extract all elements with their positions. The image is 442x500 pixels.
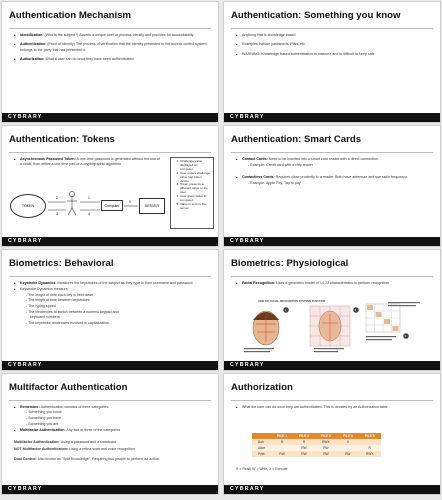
bullet-text: Need to be inserted into a smart card reader with a direct connection. [267,157,379,161]
bullet-text: Examples include passwords, PINs, etc. [242,42,306,47]
bullet-dot: • [14,405,16,410]
bullet-dot: • [14,157,16,162]
table-header-cell: FILE 3 [315,433,337,439]
bullet-term: Asynchronous Password Token: [20,157,76,161]
step-item: 4. User gives value to computer. [180,195,211,203]
table-cell: RW [315,451,337,457]
bullet-term: Keystroke Dynamics: [20,281,57,285]
line-term: Multifactor Authentication: [14,439,60,444]
bullet-text: What the user can do once they are authenticated. This is decided by an Authorization table [242,405,388,409]
line-term: NOT Multifactor Authentication: [14,447,69,451]
slide-title: Authentication: Tokens [9,134,115,145]
bullet-term: Facial Recognition: [242,281,276,285]
table-cell: RW [337,451,359,457]
brand-logo: CYBRARY [230,114,265,120]
bullet [236,175,430,180]
figure-caption: HOW DO FACIAL RECOGNITION SYSTEMS FUNCTION [258,300,326,303]
table-cell: RW [293,451,315,457]
slide-title: Biometrics: Behavioral [9,258,114,269]
computer-box: Computer [101,200,123,211]
sub-item: - Something you have [26,416,61,420]
step-number: 1 [88,196,90,200]
table-cell: RWX [315,439,337,445]
slide-title: Biometrics: Physiological [231,258,349,269]
table-cell: RW [293,445,315,451]
sub-item: - The length of time between keystrokes [26,298,90,303]
step-item: 1. Challenge value displayed on computer. [180,160,211,172]
slide-something-you-know[interactable] [223,1,441,123]
bullet-text: (Who is the subject?) Asserts a unique user or process identity and provides for accountability [43,33,194,37]
face-grid-icon [310,306,350,346]
sub-item: - Something you are [26,421,59,426]
bullet-text: Uses a geometric model of 14-22 characteristics to perform recognition [275,281,390,285]
slide-authentication-mechanism[interactable] [1,1,219,123]
sub-item: keyboard numbers [30,315,60,320]
facial-recognition-figure [238,300,424,356]
bullet [14,33,208,38]
title-divider [9,400,211,401]
slide-body [14,33,208,67]
slide-footer [2,237,218,246]
bullet-dot: • [14,281,16,286]
bullet-text: Keystroke Dynamics measure: [20,287,69,292]
slide-footer [2,361,218,370]
slide-body [236,157,430,187]
slide-authorization[interactable] [223,373,441,495]
bullet-dot: • [14,33,16,38]
title-divider [9,276,211,277]
user-head-icon [69,191,74,196]
brand-logo: CYBRARY [8,362,43,368]
bullet-term: Authentication: [20,42,47,47]
slide-title: Authentication: Smart Cards [231,134,362,145]
slide-footer [224,113,440,122]
title-divider [231,400,433,401]
table-row [252,451,381,457]
table-cell: X [337,439,359,445]
table-cell: RW [315,445,337,451]
table-header-cell: FILE 4 [337,433,359,439]
line-text: Using a password and a smartcard [59,439,117,444]
bullet [14,157,162,168]
bullet-term: Authorization: [20,57,45,62]
bullet-dot: • [236,33,238,38]
bullet [14,428,208,433]
slide-multifactor[interactable] [1,373,219,495]
step-badge-label: 3 [404,334,407,338]
bullet-text: measures the keystrokes of the subject as they type in their username and password. [56,281,194,285]
slide-title: Multifactor Authentication [9,382,128,393]
example-line [14,447,208,452]
bullet [14,281,208,286]
sub-item: - The typing speed [26,304,56,308]
bullet-dot: • [14,42,16,48]
bullet [236,157,430,162]
brand-logo: CYBRARY [230,486,265,492]
slide-biometrics-physiological[interactable] [223,249,441,371]
slide-footer [224,485,440,494]
example-line: - Example: Apple Pay, Tap to pay [248,181,301,186]
step-number: 5 [129,200,131,204]
brand-logo: CYBRARY [230,362,265,368]
bullet-term: Contact Cards: [242,157,268,161]
slide-footer [224,361,440,370]
bullet-dot: • [14,57,16,63]
brand-logo: CYBRARY [8,238,43,244]
slide-biometrics-behavioral[interactable] [1,249,219,371]
bullet [14,57,208,62]
step-item: 3. Token presents a different value to the user. [180,183,211,195]
line-text: Using a retina scan and voice recognition [68,447,135,451]
line-text: Also known as "Split Knowledge". Requiring two people to perform an action. [36,457,160,462]
table-cell: Pete [252,451,271,457]
bullet-text: A one-time password is generated without the use of a clock, from either a one-time pad or a cryptographic algorithm. [20,157,160,167]
table-cell: Bob [252,439,271,445]
bullet-text: (Proof of Identity) The process of verification that the identity presented to the access control system belongs to the party that has presented it. [20,42,207,52]
table-header-cell: FILE 2 [293,433,315,439]
bullet [236,281,430,286]
sub-item: - The tendencies to switch between a numeric keypad and [26,309,119,314]
title-divider [231,28,433,29]
authorization-table [252,433,381,457]
table-cell: R [293,439,315,445]
example-line: - Example: Credit card with a chip reader [248,163,314,168]
sub-item: - The keystroke tendencies involved in capitalization. [26,320,110,325]
slide-footer [224,237,440,246]
step-badge-label: 2 [354,308,357,312]
bullet-dot: • [236,405,238,410]
table-cell: RWX [359,451,381,457]
slide-footer [2,485,218,494]
face-illustration [238,300,424,356]
slide-grid [1,1,441,499]
sub-item: - The length of time each key is held down [26,292,94,297]
bullet [236,33,430,38]
brand-logo: CYBRARY [8,114,43,120]
bullet [236,42,430,47]
bullet-term: Remember: [20,405,40,409]
step-number: 2 [56,196,58,200]
bullet-term: Identification: [20,33,44,37]
title-divider [231,276,433,277]
bullet-text: Any two or three of the categories [65,428,121,433]
slide-body [14,157,162,172]
slide-body [14,281,208,326]
table-cell: Alice [252,445,271,451]
bullet-text: Anything that is knowledge based [242,33,296,37]
token-diagram [8,184,168,232]
slide-title: Authentication: Something you know [231,10,401,21]
bullet-term: Multifactor Authentication: [20,428,66,433]
bullet-text: Authentication consists of three categories: [39,405,110,409]
bullet-dot: • [236,157,238,162]
bullet-dot: • [236,42,238,48]
table-cell: RW [271,451,293,457]
bullet-dot: • [236,175,238,180]
step-number: 3 [56,212,58,216]
bullet-dot: • [14,428,16,434]
step-number: 4 [88,212,90,216]
table-legend: R = Read, W = Write, X = Execute [236,467,288,471]
brand-logo: CYBRARY [8,486,43,492]
server-box: SERVER [139,198,165,214]
database-grid-icon [366,304,400,332]
slide-title: Authorization [231,382,293,393]
slide-body [14,405,208,465]
token-steps-box [170,157,214,229]
slide-tokens[interactable] [1,125,219,247]
title-divider [231,152,433,153]
slide-title: Authentication Mechanism [9,10,132,21]
bullet [14,42,208,53]
line-term: Dual Control: [14,457,37,462]
slide-body [236,281,430,290]
user-leg-icon [68,208,72,215]
table-header-cell: FILE 5 [359,433,381,439]
bullet-term: Contactless Cards: [242,175,275,179]
step-badge-label: 1 [284,308,287,312]
table-cell: R [271,439,293,445]
slide-body [236,405,430,414]
bullet-dot: • [236,281,238,286]
example-line [14,457,208,462]
step-item: 2. User enters challenge value into token device. [180,172,211,184]
title-divider [9,152,211,153]
slide-body [236,33,430,61]
bullet-text: Requires close proximity to a reader. Both have antennae and use radio frequency. [274,175,408,179]
sub-item: - Something you know [26,410,62,415]
bullet-text: WARNING: Knowledge based authentication is insecure and is difficult to keep safe [242,51,375,56]
step-item: 5. Value is sent to the server. [180,203,211,211]
slide-footer [2,113,218,122]
bullet-dot: • [14,287,16,293]
table-header-cell: FILE 1 [271,433,293,439]
example-line [14,440,208,445]
steps-list [180,160,211,211]
user-leg-icon [72,208,76,215]
title-divider [9,28,211,29]
slide-smart-cards[interactable] [223,125,441,247]
table-cell: R [359,445,381,451]
bullet [236,405,430,410]
bullet-text: What a user can do once they have been authenticated [44,57,134,62]
bullet-dot: • [236,51,238,57]
token-device: TOKEN [10,194,46,218]
bullet [236,52,430,57]
brand-logo: CYBRARY [230,238,265,244]
